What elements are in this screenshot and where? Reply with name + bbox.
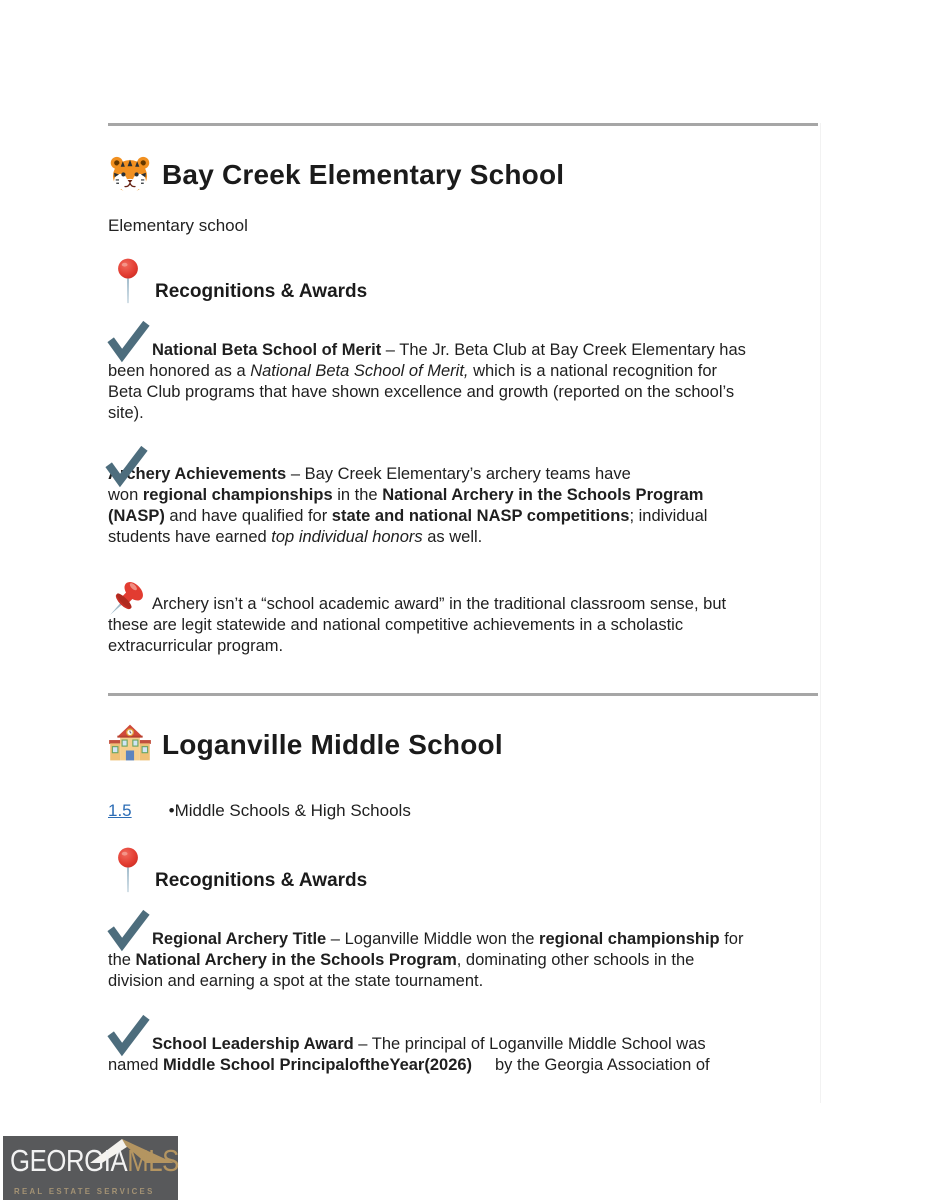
section-divider xyxy=(108,123,818,126)
note-text: Archery isn’t a “school academic award” in the traditional classroom sense, but these are legit statewide and national competitive achievements in a scholastic extracurricular program. xyxy=(108,595,727,655)
awards-heading xyxy=(108,846,820,896)
school-heading xyxy=(108,150,820,200)
note-item-archery-context xyxy=(108,594,820,657)
logo-mls-text: MLS xyxy=(127,1143,179,1178)
award-item-regional-archery xyxy=(108,929,820,992)
award-item-beta-merit xyxy=(108,340,820,424)
citation-line xyxy=(108,801,820,821)
checkmark-icon xyxy=(108,353,152,355)
award-item-archery xyxy=(108,464,820,548)
school-heading xyxy=(108,720,820,770)
awards-heading-label: Recognitions & Awards xyxy=(155,870,368,891)
award-text: National Beta School of Merit – The Jr. Beta Club at Bay Creek Elementary has been honored as a National Beta School of Merit, which is a national recognition for Beta Club programs that have shown excellence and growth (reported on the school’s site). xyxy=(108,341,746,422)
award-item-leadership xyxy=(108,1034,820,1076)
citation-link[interactable]: 1.5 xyxy=(108,801,132,820)
logo-wordmark xyxy=(10,1145,179,1176)
school-section-bay-creek xyxy=(108,123,820,657)
awards-heading-label: Recognitions & Awards xyxy=(155,281,368,302)
content-column xyxy=(108,123,821,1103)
school-building-icon xyxy=(108,720,152,770)
school-name: Bay Creek Elementary School xyxy=(162,158,565,190)
school-section-loganville xyxy=(108,693,820,1076)
checkmark-icon xyxy=(108,1047,152,1049)
pushpin-icon xyxy=(108,607,152,609)
logo-georgia-text: GEORGIA xyxy=(10,1143,128,1178)
georgia-mls-logo xyxy=(3,1136,178,1200)
checkmark-icon xyxy=(108,942,152,944)
round-pushpin-icon xyxy=(116,257,140,307)
award-text: Regional Archery Title – Loganville Middle won the regional championship for the National Archery in the Schools Program, dominating other schools in the division and earning a spot at the state tournament. xyxy=(108,930,744,990)
logo-tagline: REAL ESTATE SERVICES xyxy=(14,1186,155,1196)
award-text: School Leadership Award – The principal of Loganville Middle School was named Middle School PrincipaloftheYear(2026) by the Georgia Association of xyxy=(108,1035,710,1074)
section-divider xyxy=(108,693,818,696)
school-type: Elementary school xyxy=(108,216,248,235)
award-text: Archery Achievements – Bay Creek Elementary’s archery teams have won regional championships in the National Archery in the Schools Program (NASP) and have qualified for state and national NASP competitions; individual students have earned top individual honors as well. xyxy=(108,465,708,546)
school-name: Loganville Middle School xyxy=(162,728,503,760)
tiger-face-icon xyxy=(108,150,152,200)
checkmark-icon xyxy=(106,447,148,489)
round-pushpin-icon xyxy=(116,846,140,896)
awards-heading xyxy=(108,257,820,307)
grade-levels-label: •Middle Schools & High Schools xyxy=(168,801,411,820)
